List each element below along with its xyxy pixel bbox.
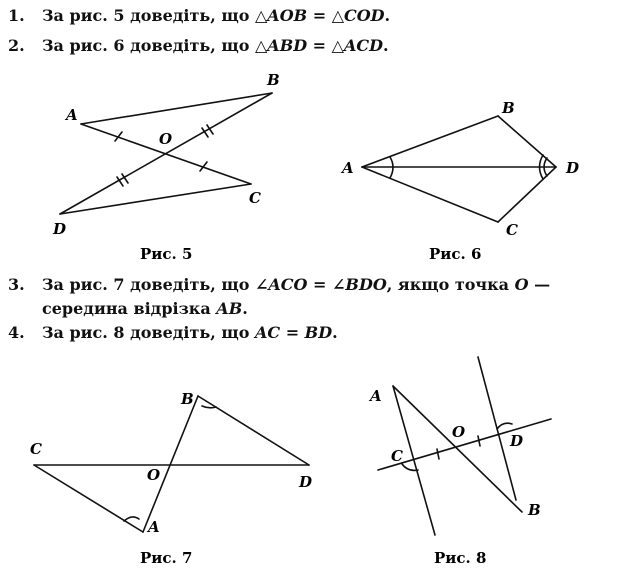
point-label-d: D: [299, 473, 313, 491]
point-label-a: A: [342, 159, 354, 177]
segment-ab: [143, 396, 198, 532]
point-label-a: A: [148, 518, 160, 536]
tick-od: [478, 436, 480, 446]
problem-number: 1.: [8, 6, 25, 25]
problem-statement: За рис. 5 доведіть, що: [42, 6, 255, 25]
figure-5: [60, 93, 272, 214]
point-label-o: O: [159, 130, 173, 148]
point-label-b: B: [267, 71, 280, 89]
figure-8: [378, 357, 551, 535]
problem-tail: .: [242, 299, 248, 318]
problem-tail-2: —: [528, 275, 551, 294]
figure-7: [34, 396, 309, 532]
problem-math: ∠ACO = ∠BDO: [254, 275, 387, 294]
problem-statement: За рис. 6 доведіть, що: [42, 36, 255, 55]
point-label-c: C: [249, 189, 261, 207]
problem-number: 4.: [8, 323, 25, 342]
figure-caption: Рис. 6: [429, 245, 482, 263]
point-label-o: O: [147, 466, 161, 484]
problem-math: △ABD = △ACD: [254, 36, 383, 55]
problem-math: △AOB = △COD: [254, 6, 385, 25]
problem-number: 3.: [8, 275, 25, 294]
angle-arc-a: [124, 517, 139, 521]
problem-statement: За рис. 7 доведіть, що: [42, 275, 255, 294]
segment-ac: [362, 167, 498, 222]
point-label-c: C: [391, 447, 403, 465]
point-label-o: O: [452, 423, 466, 441]
problem-tail: .: [382, 36, 389, 55]
figure-caption: Рис. 7: [140, 549, 193, 567]
point-label-a: A: [370, 387, 382, 405]
tick-co: [437, 449, 439, 459]
problem-math-2: O: [514, 275, 529, 294]
point-label-d: D: [566, 159, 580, 177]
point-label-d: D: [53, 220, 67, 238]
point-label-d: D: [510, 432, 524, 450]
segment-ca: [34, 465, 143, 532]
problem-tail: , якщо точка: [386, 275, 515, 294]
problem-number: 2.: [8, 36, 25, 55]
problem-statement: середина відрізка: [42, 299, 217, 318]
angle-arc-d: [497, 423, 512, 429]
segment-bd: [498, 116, 556, 167]
point-label-b: B: [528, 501, 541, 519]
figure-caption: Рис. 5: [140, 245, 193, 263]
point-label-b: B: [502, 99, 515, 117]
figure-caption: Рис. 8: [434, 549, 487, 567]
figure-6: [362, 116, 556, 222]
point-label-b: B: [181, 390, 194, 408]
point-label-c: C: [506, 221, 518, 239]
problem-statement: За рис. 8 доведіть, що: [42, 323, 255, 342]
problem-tail: .: [384, 6, 391, 25]
point-label-c: C: [30, 440, 42, 458]
problem-math: AB: [216, 299, 243, 318]
problem-tail: .: [332, 323, 338, 342]
problem-math: AC = BD: [254, 323, 333, 342]
point-label-a: A: [66, 106, 78, 124]
segment-bd: [198, 396, 309, 465]
segment-dc: [60, 184, 251, 214]
segment-bd: [60, 93, 272, 214]
segment-ab: [362, 116, 498, 167]
